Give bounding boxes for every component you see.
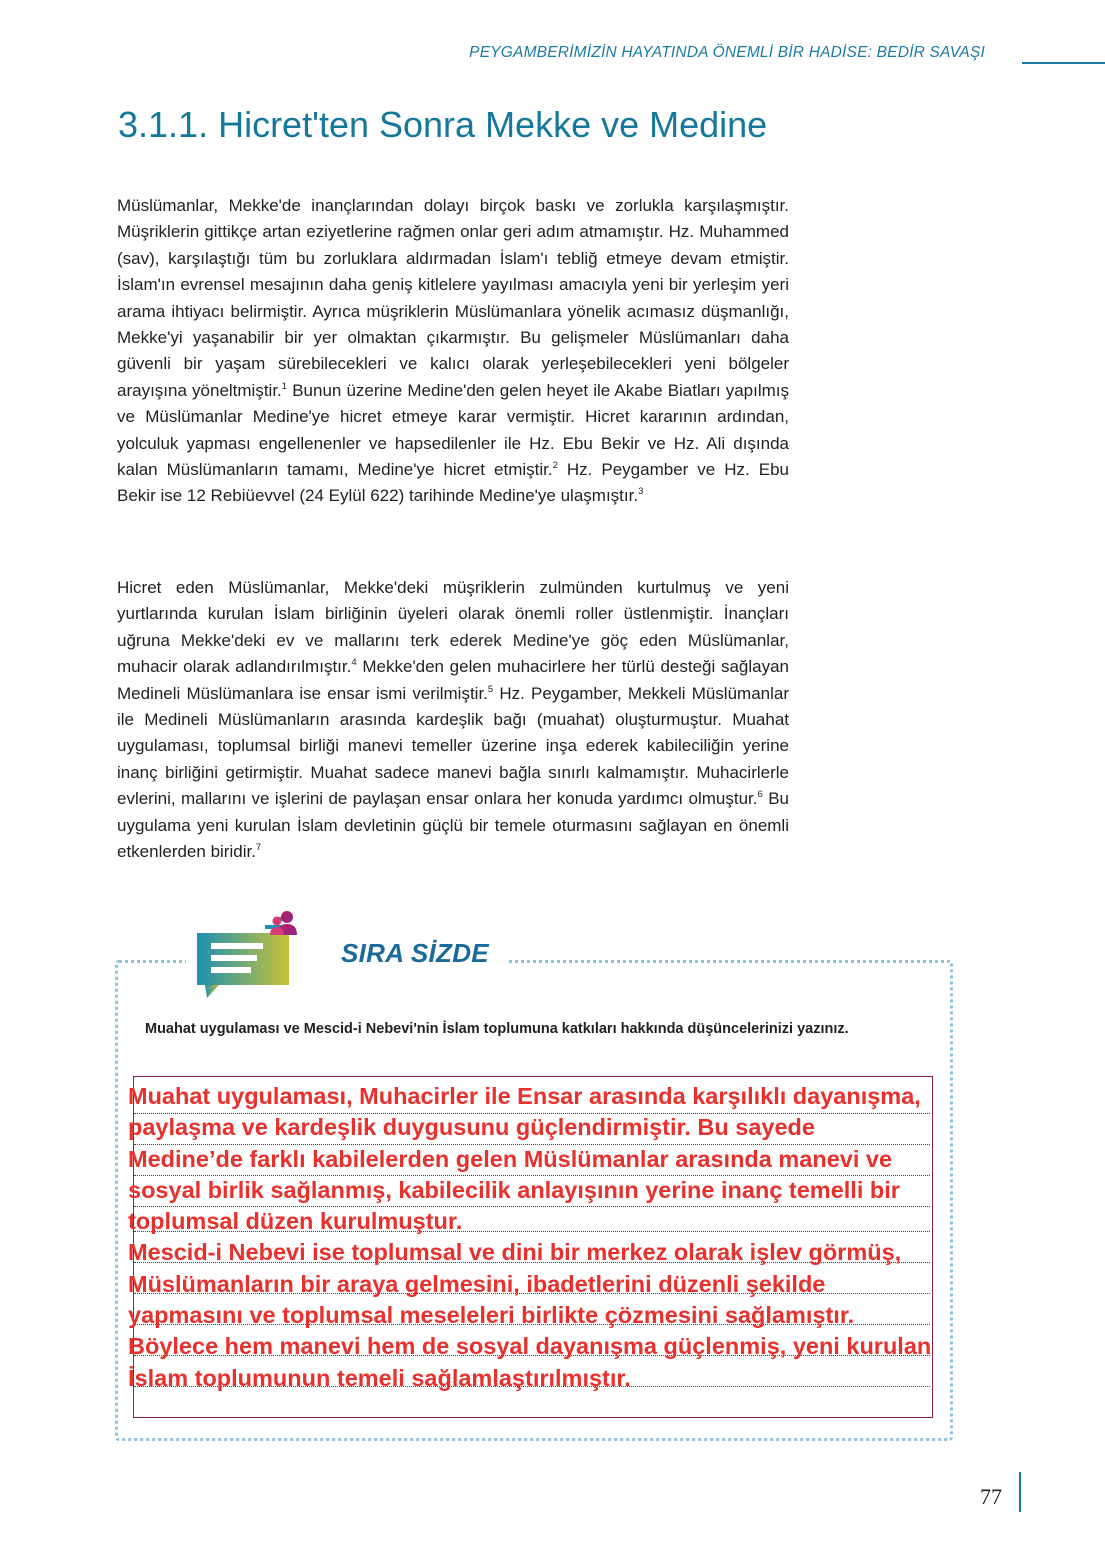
activity-prompt: Muahat uygulaması ve Mescid-i Nebevi'nin İslam toplumuna katkıları hakkında düşüncelerinizi yazınız. <box>145 1021 849 1037</box>
answer-line: toplumsal düzen kurulmuştur. <box>128 1208 463 1235</box>
paragraph-1-text-a: Müslümanlar, Mekke'de inançlarından dolayı birçok baskı ve zorlukla karşılaşmıştır. Müşriklerin gittikçe artan eziyetlerine rağmen onlar geri adım atmamıştır. Hz. Muhammed (sav), karşılaştığı tüm bu zorluklara aldırmadan İslam'ı tebliğ etmeye devam etmiştir. İslam'ın evrensel mesajının daha geniş kitlelere yayılması amacıyla yeni bir yerleşim yeri arama ihtiyacı belirmiştir. Ayrıca müşriklerin Müslümanlara yönelik acımasız düşmanlığı, Mekke'yi yaşanabilir bir yer olmaktan çıkarmıştır. Bu gelişmeler Müslümanları daha güvenli bir yaşam sürebilecekleri ve kalıcı olarak yerleşebilecekleri yeni bölgeler arayışına yöneltmiştir. <box>117 196 789 400</box>
answer-line: Müslümanların bir araya gelmesini, ibadetlerini düzenli şekilde <box>128 1270 826 1297</box>
section-title: 3.1.1. Hicret'ten Sonra Mekke ve Medine <box>118 104 768 145</box>
people-icon <box>270 911 297 935</box>
footnote-ref-3: 3 <box>638 486 644 498</box>
answer-line: sosyal birlik sağlanmış, kabilecilik anlayışının yerine inanç temelli bir <box>128 1176 900 1203</box>
page-number-rule <box>1019 1472 1021 1512</box>
speech-bubble-icon <box>195 907 313 999</box>
paragraph-2 <box>117 575 789 865</box>
answer-line: paylaşma ve kardeşlik duygusunu güçlendirmiştir. Bu sayede <box>128 1114 815 1141</box>
paragraph-2-text-d: Bu uygulama yeni kurulan İslam devletinin güçlü bir temele oturmasını sağlayan en önemli etkenlerden biridir. <box>117 789 789 862</box>
page-number: 77 <box>980 1484 1002 1509</box>
handwritten-answer <box>128 1081 958 1394</box>
footnote-ref-1: 1 <box>281 380 288 392</box>
answer-line: yapmasını ve toplumsal meseleleri birlikte çözmesini sağlamıştır. <box>128 1302 855 1329</box>
paragraph-1 <box>117 193 789 510</box>
activity-title: SIRA SİZDE <box>341 938 489 968</box>
footnote-ref-4: 4 <box>351 657 357 669</box>
answer-line: Böylece hem manevi hem de sosyal dayanışma güçlenmiş, yeni kurulan <box>128 1333 932 1360</box>
paragraph-2-text-b: Mekke'den gelen muhacirlere her türlü desteği sağlayan Medineli Müslümanlara ise ensar ismi verilmiştir. <box>117 657 790 703</box>
paragraph-1-text-b: Bunun üzerine Medine'den gelen heyet ile Akabe Biatları yapılmış ve Müslümanlar Medine'ye hicret etmeye karar vermiştir. Hicret kararının ardından, yolculuk yapması engellenenler ve hapsedilenler ile Hz. Ebu Bekir ve Hz. Ali dışında kalan Müslümanların tamamı, Medine'ye hicret etmiştir. <box>117 380 789 480</box>
paragraph-2-text-a: Hicret eden Müslümanlar, Mekke'deki müşriklerin zulmünden kurtulmuş ve yeni yurtlarında kurulan İslam birliğinin üyeleri olarak önemli roller üstlenmiştir. İnançları uğruna Mekke'deki ev ve mallarını terk ederek Medine'ye göç eden Müslümanlar, muhacir olarak adlandırılmıştır. <box>117 578 789 677</box>
footnote-ref-7: 7 <box>255 842 262 854</box>
answer-line: Muahat uygulaması, Muhacirler ile Ensar arasında karşılıklı dayanışma, <box>128 1083 921 1109</box>
paragraph-2-text-c: Hz. Peygamber, Mekkeli Müslümanlar ile Medineli Müslümanların arasında kardeşlik bağı (muahat) oluşturmuştur. Muahat uygulaması, toplumsal birliği manevi temeller üzerine inşa ederek kabileciliğin yerine inanç birliğini getirmiştir. Muahat sadece manevi bağla sınırlı kalmamıştır. Muhacirlerle evlerini, mallarını ve işlerini de paylaşan ensar onlara her konuda yardımcı olmuştur. <box>117 683 789 809</box>
paragraph-1-text-c: Hz. Peygamber ve Hz. Ebu Bekir ise 12 Rebiüevvel (24 Eylül 622) tarihinde Medine'ye ulaşmıştır. <box>117 460 789 506</box>
running-head: PEYGAMBERİMİZİN HAYATINDA ÖNEMLİ BİR HADİSE: BEDİR SAVAŞI <box>469 44 985 61</box>
answer-line: Medine’de farklı kabilelerden gelen Müslümanlar arasında manevi ve <box>128 1145 893 1172</box>
footnote-ref-5: 5 <box>487 683 494 695</box>
header-rule <box>1022 62 1105 64</box>
answer-line: İslam toplumunun temeli sağlamlaştırılmıştır. <box>128 1364 631 1391</box>
footnote-ref-2: 2 <box>552 460 558 472</box>
answer-line: Mescid-i Nebevi ise toplumsal ve dini bir merkez olarak işlev görmüş, <box>128 1239 902 1266</box>
footnote-ref-6: 6 <box>757 789 763 801</box>
